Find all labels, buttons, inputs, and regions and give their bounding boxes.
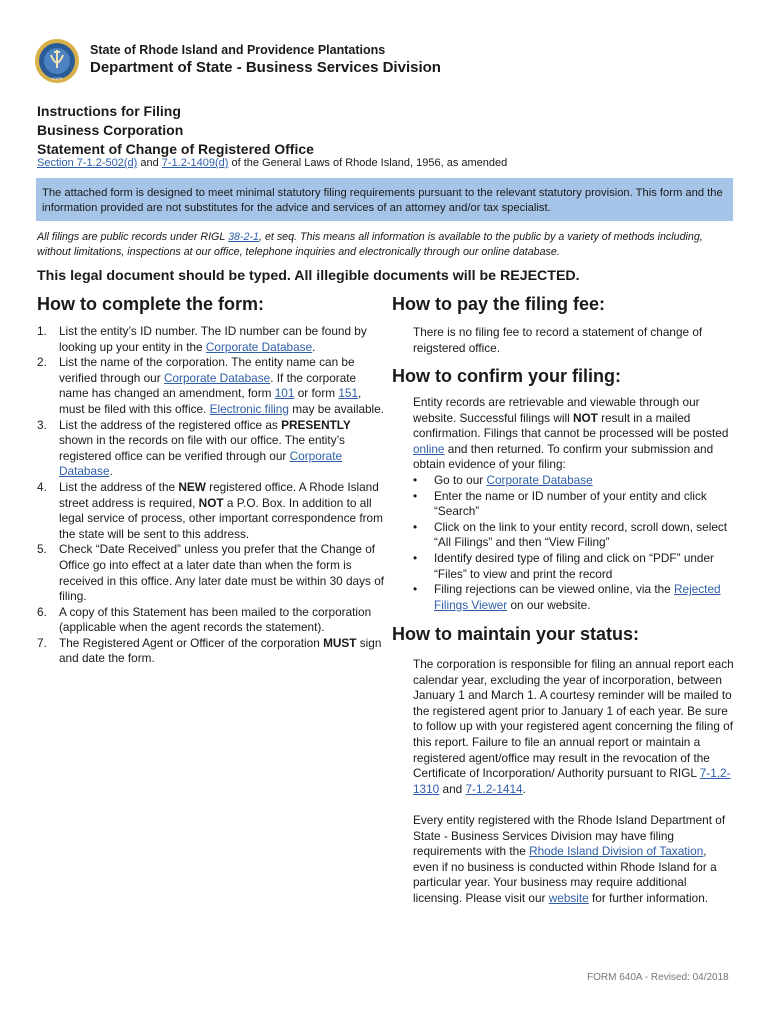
confirm-text: result in a mailed confirmation. Filings that cannot be processed will be posted bbox=[413, 410, 729, 441]
item-text: . bbox=[109, 464, 113, 479]
confirm-steps-list bbox=[413, 473, 735, 613]
item-number: 5. bbox=[37, 542, 47, 557]
maintain-text: and bbox=[439, 781, 466, 796]
list-item bbox=[37, 605, 387, 636]
list-item bbox=[37, 418, 387, 480]
heading-pay-fee: How to pay the filing fee: bbox=[392, 294, 606, 314]
list-item bbox=[413, 473, 735, 489]
state-seal-logo bbox=[34, 38, 80, 84]
item-text: a P.O. Box. In addition to all legal service of process, other important correspondence from the state will be sent to this address. bbox=[59, 495, 383, 541]
item-number: 3. bbox=[37, 417, 47, 432]
item-text: List the name of the corporation. The entity name can be verified through our bbox=[59, 355, 355, 385]
form-101-link[interactable]: 101 bbox=[274, 386, 295, 401]
item-text: Click on the link to your entity record, scroll down, select “All Filings” and then “View Filing” bbox=[434, 519, 728, 550]
list-item bbox=[37, 542, 387, 604]
item-text: Filing rejections can be viewed online, via the bbox=[434, 582, 675, 597]
list-item bbox=[37, 636, 387, 667]
public-records-pre: All filings are public records under RIGL bbox=[37, 231, 229, 243]
bullet-icon: • bbox=[413, 550, 418, 565]
form-revision-footer: FORM 640A - Revised: 04/2018 bbox=[587, 972, 729, 983]
complete-steps-list bbox=[37, 324, 387, 667]
rigl-7-1.2-1414-link[interactable]: 7-1.2-1414 bbox=[465, 781, 523, 796]
item-text: List the address of the registered office as bbox=[59, 417, 282, 432]
item-number: 1. bbox=[37, 324, 47, 338]
item-number: 6. bbox=[37, 604, 47, 619]
item-text: shown in the records on file with our office. The entity’s registered office can be verified through our bbox=[59, 433, 345, 463]
item-text: A copy of this Statement has been mailed to the corporation (applicable when the agent records the statement). bbox=[59, 604, 372, 635]
item-text: on our website. bbox=[507, 597, 591, 612]
division-of-taxation-link[interactable]: Rhode Island Division of Taxation bbox=[529, 844, 704, 859]
maintain-text: The corporation is responsible for filing an annual report each calendar year, excluding the year of incorporation, between January 1 and March 1. A courtesy reminder will be mailed to the registered agent prior to January 1 of each year. Be sure to follow up with your registered agent concerning the filing of this report. Failure to file an annual report or maintain a registered agent/office may result in the revocation of the Certificate of Incorporation/ Authority pursuant to RIGL bbox=[413, 657, 734, 781]
bullet-icon: • bbox=[413, 488, 418, 503]
item-bold-text: MUST bbox=[323, 635, 357, 650]
heading-confirm-filing: How to confirm your filing: bbox=[392, 366, 621, 386]
title-line-2: Business Corporation bbox=[37, 122, 184, 138]
confirm-text: and then returned. To confirm your submission and obtain evidence of your filing: bbox=[413, 441, 714, 472]
item-text: Enter the name or ID number of your entity and click “Search” bbox=[434, 488, 707, 519]
item-text: Check “Date Received” unless you prefer that the Change of Office go into effect at a later date than when the form is received in this office. Any later date must be within 30 days of filing. bbox=[59, 542, 385, 604]
list-item bbox=[37, 355, 387, 417]
maintain-paragraph-2 bbox=[413, 813, 735, 907]
item-text: Go to our bbox=[434, 472, 487, 487]
confirm-bold: NOT bbox=[572, 410, 598, 425]
disclaimer-notice: The attached form is designed to meet minimal statutory filing requirements pursuant to the relevant statutory provision. This form and the information provided are not substitutes for the advice and services of an attorney and/or tax specialist. bbox=[36, 178, 733, 221]
form-151-link[interactable]: 151 bbox=[338, 386, 359, 401]
confirm-text: Entity records are retrievable and viewable through our website. Successful filings will bbox=[413, 395, 700, 425]
list-item bbox=[413, 520, 735, 551]
electronic-filing-link[interactable]: Electronic filing bbox=[209, 401, 289, 416]
item-bold-text: NEW bbox=[178, 479, 206, 494]
maintain-paragraph-1 bbox=[413, 657, 735, 797]
corporate-database-link[interactable]: Corporate Database bbox=[205, 339, 313, 354]
item-text: Identify desired type of filing and click on “PDF” under “Files” to view and print the record bbox=[434, 550, 714, 581]
item-number: 4. bbox=[37, 479, 47, 494]
department-name: Department of State - Business Services Division bbox=[90, 59, 441, 76]
item-number: 7. bbox=[37, 635, 47, 650]
item-text: or form bbox=[294, 386, 339, 401]
confirm-paragraph bbox=[413, 395, 735, 473]
item-text: List the address of the bbox=[59, 479, 179, 494]
svg-text:HOPE: HOPE bbox=[51, 76, 63, 81]
list-item bbox=[37, 324, 387, 355]
law-rest: of the General Laws of Rhode Island, 1956, as amended bbox=[228, 157, 508, 169]
title-line-1: Instructions for Filing bbox=[37, 103, 181, 119]
item-bold-text: PRESENTLY bbox=[281, 417, 351, 432]
list-item bbox=[413, 582, 735, 613]
rigl-7-1.2-1310-link[interactable]: 7-1.2-1310 bbox=[413, 766, 731, 796]
corporate-database-link[interactable]: Corporate Database bbox=[163, 370, 271, 385]
rejected-filings-viewer-link[interactable]: Rejected Filings Viewer bbox=[434, 582, 721, 612]
pay-fee-text: There is no filing fee to record a statement of change of reigstered office. bbox=[413, 325, 703, 355]
item-text: The Registered Agent or Officer of the corporation bbox=[59, 635, 324, 650]
maintain-text: . bbox=[522, 781, 526, 796]
law-link-502d[interactable]: Section 7-1.2-502(d) bbox=[37, 157, 138, 169]
document-title bbox=[37, 102, 314, 159]
item-text: , must be filed with this office. bbox=[59, 386, 362, 416]
maintain-text: for further information. bbox=[588, 890, 709, 905]
title-line-3: Statement of Change of Registered Office bbox=[37, 141, 314, 157]
list-item bbox=[37, 480, 387, 542]
public-records-post: , et seq. This means all information is available to the public by a variety of methods including, without limitations, inspections at our office, telephone inquiries and electronically through our online database. bbox=[37, 231, 703, 258]
heading-complete-form: How to complete the form: bbox=[37, 294, 265, 314]
bullet-icon: • bbox=[413, 472, 418, 487]
confirm-filing-section bbox=[413, 395, 735, 613]
item-text: . If the corporate name has changed an amendment, form bbox=[59, 370, 357, 401]
item-text: may be available. bbox=[288, 401, 385, 416]
maintain-text: , even if no business is conducted within Rhode Island for a particular year. Your business may require additional licensing. Please visit our bbox=[413, 844, 717, 905]
public-records-note bbox=[37, 230, 737, 259]
item-bold-text: NOT bbox=[198, 495, 224, 510]
law-link-1409d[interactable]: 7-1.2-1409(d) bbox=[161, 157, 229, 169]
state-name: State of Rhode Island and Providence Plantations bbox=[90, 43, 386, 57]
maintain-text: Every entity registered with the Rhode Island Department of State - Business Services Division may have filing requirements with the bbox=[413, 813, 726, 859]
item-text: registered office. A Rhode Island street address is required, bbox=[59, 479, 379, 510]
item-text: . bbox=[312, 339, 316, 354]
law-and: and bbox=[137, 157, 162, 169]
corporate-database-link[interactable]: Corporate Database bbox=[486, 472, 593, 487]
law-citation bbox=[37, 157, 507, 169]
typed-warning: This legal document should be typed. All illegible documents will be REJECTED. bbox=[37, 268, 580, 284]
list-item bbox=[413, 551, 735, 582]
item-number: 2. bbox=[37, 355, 47, 370]
list-item bbox=[413, 489, 735, 520]
bullet-icon: • bbox=[413, 582, 418, 597]
heading-maintain-status: How to maintain your status: bbox=[392, 624, 640, 644]
item-text: List the entity’s ID number. The ID number can be found by looking up your entity in the bbox=[59, 324, 367, 354]
online-link[interactable]: online bbox=[413, 441, 445, 456]
bullet-icon: • bbox=[413, 519, 418, 534]
item-text: sign and date the form. bbox=[59, 635, 382, 666]
website-link[interactable]: website bbox=[548, 890, 589, 905]
rigl-38-2-1-link[interactable]: 38-2-1 bbox=[228, 231, 259, 243]
corporate-database-link[interactable]: Corporate Database bbox=[59, 448, 343, 479]
